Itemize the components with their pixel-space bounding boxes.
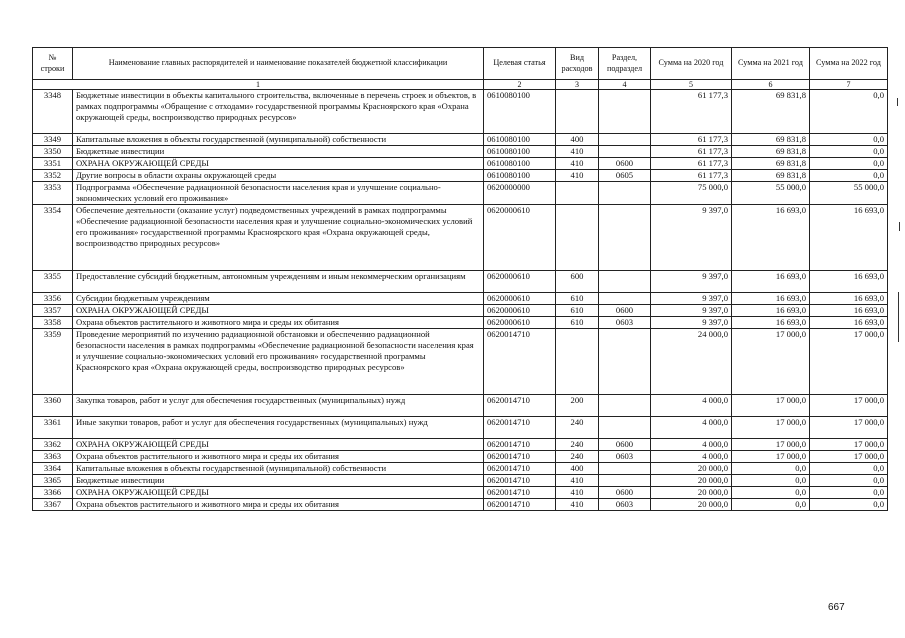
row-name: ОХРАНА ОКРУЖАЮЩЕЙ СРЕДЫ — [73, 158, 484, 170]
row-section: 0600 — [599, 487, 651, 499]
row-sum-2022: 17 000,0 — [810, 417, 888, 439]
row-sum-2022: 17 000,0 — [810, 439, 888, 451]
row-expense-type: 400 — [556, 463, 599, 475]
column-number: 1 — [33, 80, 484, 90]
row-number: 3360 — [33, 395, 73, 417]
table-row — [33, 134, 888, 146]
row-section — [599, 182, 651, 205]
row-number: 3367 — [33, 499, 73, 511]
row-sum-2021: 55 000,0 — [732, 182, 810, 205]
row-target-article: 0620000000 — [484, 182, 556, 205]
row-number: 3366 — [33, 487, 73, 499]
table-row — [33, 329, 888, 395]
row-number: 3348 — [33, 90, 73, 134]
column-number: 7 — [810, 80, 888, 90]
table-row — [33, 90, 888, 134]
row-section: 0600 — [599, 305, 651, 317]
table-row — [33, 146, 888, 158]
row-sum-2022: 0,0 — [810, 475, 888, 487]
header-row — [33, 48, 888, 80]
row-sum-2021: 17 000,0 — [732, 329, 810, 395]
row-number: 3357 — [33, 305, 73, 317]
row-sum-2022: 55 000,0 — [810, 182, 888, 205]
column-number: 3 — [556, 80, 599, 90]
page-number: 667 — [828, 602, 845, 613]
budget-table — [32, 47, 888, 511]
row-name: Бюджетные инвестиции — [73, 475, 484, 487]
row-section — [599, 293, 651, 305]
row-target-article: 0620000610 — [484, 305, 556, 317]
row-sum-2022: 16 693,0 — [810, 271, 888, 293]
row-target-article: 0620014710 — [484, 395, 556, 417]
row-expense-type: 600 — [556, 271, 599, 293]
row-number: 3363 — [33, 451, 73, 463]
row-sum-2020: 9 397,0 — [651, 293, 732, 305]
row-expense-type — [556, 90, 599, 134]
row-target-article: 0620014710 — [484, 487, 556, 499]
table-row — [33, 271, 888, 293]
row-section — [599, 395, 651, 417]
row-expense-type: 410 — [556, 170, 599, 182]
row-expense-type — [556, 182, 599, 205]
table-row — [33, 158, 888, 170]
row-name: ОХРАНА ОКРУЖАЮЩЕЙ СРЕДЫ — [73, 487, 484, 499]
row-sum-2022: 0,0 — [810, 499, 888, 511]
row-section — [599, 417, 651, 439]
row-sum-2021: 69 831,8 — [732, 134, 810, 146]
row-sum-2020: 24 000,0 — [651, 329, 732, 395]
row-name: Капитальные вложения в объекты государственной (муниципальной) собственности — [73, 134, 484, 146]
row-sum-2022: 16 693,0 — [810, 205, 888, 271]
row-sum-2020: 20 000,0 — [651, 475, 732, 487]
row-sum-2020: 61 177,3 — [651, 158, 732, 170]
row-target-article: 0610080100 — [484, 170, 556, 182]
row-name: Охрана объектов растительного и животного мира и среды их обитания — [73, 317, 484, 329]
row-sum-2020: 61 177,3 — [651, 170, 732, 182]
budget-sheet — [32, 47, 887, 511]
row-sum-2021: 17 000,0 — [732, 439, 810, 451]
row-sum-2021: 0,0 — [732, 499, 810, 511]
row-section — [599, 134, 651, 146]
row-name: Другие вопросы в области охраны окружающей среды — [73, 170, 484, 182]
row-section: 0603 — [599, 317, 651, 329]
table-row — [33, 439, 888, 451]
table-row — [33, 499, 888, 511]
column-number: 5 — [651, 80, 732, 90]
row-target-article: 0620000610 — [484, 317, 556, 329]
row-target-article: 0610080100 — [484, 90, 556, 134]
row-number: 3354 — [33, 205, 73, 271]
row-sum-2021: 16 693,0 — [732, 317, 810, 329]
row-expense-type: 240 — [556, 417, 599, 439]
row-sum-2022: 0,0 — [810, 170, 888, 182]
row-number: 3351 — [33, 158, 73, 170]
row-sum-2020: 61 177,3 — [651, 134, 732, 146]
row-section: 0603 — [599, 451, 651, 463]
row-section: 0600 — [599, 439, 651, 451]
row-number: 3358 — [33, 317, 73, 329]
row-sum-2020: 20 000,0 — [651, 487, 732, 499]
row-sum-2022: 0,0 — [810, 90, 888, 134]
header-expense-type: Вид расходов — [556, 48, 599, 80]
margin-mark — [899, 222, 900, 231]
row-sum-2020: 9 397,0 — [651, 205, 732, 271]
row-target-article: 0610080100 — [484, 134, 556, 146]
row-section — [599, 329, 651, 395]
row-target-article: 0610080100 — [484, 158, 556, 170]
row-name: Обеспечение деятельности (оказание услуг) подведомственных учреждений в рамках подпрограммы «Обеспечение радиационной безопасности населения края и улучшение социально-экономических условий его проживания» государственной программы Красноярского края «Охрана окружающей среды, воспроизводство природных ресурсов» — [73, 205, 484, 271]
header-section: Раздел, подраздел — [599, 48, 651, 80]
row-section — [599, 205, 651, 271]
row-number: 3362 — [33, 439, 73, 451]
row-sum-2021: 69 831,8 — [732, 146, 810, 158]
row-expense-type: 410 — [556, 487, 599, 499]
row-number: 3355 — [33, 271, 73, 293]
row-expense-type: 610 — [556, 305, 599, 317]
header-row-number: № строки — [33, 48, 73, 80]
row-target-article: 0620014710 — [484, 499, 556, 511]
row-sum-2020: 20 000,0 — [651, 499, 732, 511]
row-expense-type — [556, 329, 599, 395]
row-expense-type: 610 — [556, 293, 599, 305]
row-target-article: 0620014710 — [484, 417, 556, 439]
row-target-article: 0620000610 — [484, 271, 556, 293]
row-sum-2020: 61 177,3 — [651, 90, 732, 134]
row-sum-2020: 4 000,0 — [651, 395, 732, 417]
row-sum-2021: 17 000,0 — [732, 417, 810, 439]
row-section: 0600 — [599, 158, 651, 170]
row-sum-2022: 0,0 — [810, 146, 888, 158]
row-sum-2022: 17 000,0 — [810, 329, 888, 395]
row-sum-2021: 17 000,0 — [732, 395, 810, 417]
row-sum-2022: 17 000,0 — [810, 451, 888, 463]
row-sum-2021: 16 693,0 — [732, 271, 810, 293]
row-sum-2022: 0,0 — [810, 463, 888, 475]
row-sum-2020: 9 397,0 — [651, 317, 732, 329]
row-number: 3350 — [33, 146, 73, 158]
table-row — [33, 475, 888, 487]
row-number: 3349 — [33, 134, 73, 146]
row-target-article: 0620000610 — [484, 293, 556, 305]
row-name: ОХРАНА ОКРУЖАЮЩЕЙ СРЕДЫ — [73, 305, 484, 317]
header-sum-2021: Сумма на 2021 год — [732, 48, 810, 80]
row-number: 3352 — [33, 170, 73, 182]
row-section — [599, 90, 651, 134]
row-number: 3353 — [33, 182, 73, 205]
row-sum-2021: 16 693,0 — [732, 205, 810, 271]
row-number: 3359 — [33, 329, 73, 395]
row-target-article: 0620014710 — [484, 475, 556, 487]
header-sum-2022: Сумма на 2022 год — [810, 48, 888, 80]
row-name: Капитальные вложения в объекты государственной (муниципальной) собственности — [73, 463, 484, 475]
table-body — [33, 90, 888, 511]
row-sum-2021: 0,0 — [732, 487, 810, 499]
row-sum-2022: 17 000,0 — [810, 395, 888, 417]
row-expense-type: 410 — [556, 499, 599, 511]
row-sum-2021: 17 000,0 — [732, 451, 810, 463]
row-target-article: 0620014710 — [484, 451, 556, 463]
row-sum-2020: 20 000,0 — [651, 463, 732, 475]
column-number: 4 — [599, 80, 651, 90]
row-sum-2021: 69 831,8 — [732, 170, 810, 182]
row-number: 3365 — [33, 475, 73, 487]
row-section — [599, 475, 651, 487]
row-target-article: 0610080100 — [484, 146, 556, 158]
row-expense-type: 400 — [556, 134, 599, 146]
header-sum-2020: Сумма на 2020 год — [651, 48, 732, 80]
row-number: 3356 — [33, 293, 73, 305]
table-row — [33, 417, 888, 439]
row-section — [599, 271, 651, 293]
row-sum-2020: 75 000,0 — [651, 182, 732, 205]
row-section: 0605 — [599, 170, 651, 182]
row-sum-2021: 69 831,8 — [732, 158, 810, 170]
row-sum-2021: 16 693,0 — [732, 293, 810, 305]
row-expense-type: 410 — [556, 158, 599, 170]
row-name: Подпрограмма «Обеспечение радиационной безопасности населения края и улучшение социально-экономических условий его проживания» — [73, 182, 484, 205]
row-target-article: 0620000610 — [484, 205, 556, 271]
row-name: Иные закупки товаров, работ и услуг для обеспечения государственных (муниципальных) нужд — [73, 417, 484, 439]
table-row — [33, 463, 888, 475]
table-row — [33, 395, 888, 417]
table-row — [33, 317, 888, 329]
row-sum-2021: 0,0 — [732, 475, 810, 487]
row-target-article: 0620014710 — [484, 463, 556, 475]
row-name: Предоставление субсидий бюджетным, автономным учреждениям и иным некоммерческим организациям — [73, 271, 484, 293]
column-number: 6 — [732, 80, 810, 90]
column-number: 2 — [484, 80, 556, 90]
row-sum-2020: 9 397,0 — [651, 305, 732, 317]
table-row — [33, 451, 888, 463]
header-target-article: Целевая статья — [484, 48, 556, 80]
row-expense-type: 240 — [556, 451, 599, 463]
row-sum-2020: 4 000,0 — [651, 451, 732, 463]
row-sum-2021: 0,0 — [732, 463, 810, 475]
row-expense-type: 410 — [556, 475, 599, 487]
row-sum-2020: 4 000,0 — [651, 417, 732, 439]
row-number: 3364 — [33, 463, 73, 475]
table-row — [33, 293, 888, 305]
row-name: Бюджетные инвестиции — [73, 146, 484, 158]
row-sum-2022: 0,0 — [810, 487, 888, 499]
row-target-article: 0620014710 — [484, 439, 556, 451]
row-sum-2021: 69 831,8 — [732, 90, 810, 134]
row-name: Охрана объектов растительного и животного мира и среды их обитания — [73, 451, 484, 463]
table-row — [33, 182, 888, 205]
table-row — [33, 487, 888, 499]
row-sum-2020: 9 397,0 — [651, 271, 732, 293]
row-name: Проведение мероприятий по изучению радиационной обстановки и обеспечению радиационной безопасности населения в рамках подпрограммы «Обеспечение радиационной безопасности населения края и улучшение социально-экономических условий его проживания» государственной программы Красноярского края «Охрана окружающей среды, воспроизводство природных ресурсов» — [73, 329, 484, 395]
row-expense-type: 610 — [556, 317, 599, 329]
table-row — [33, 205, 888, 271]
row-sum-2020: 4 000,0 — [651, 439, 732, 451]
column-number-row — [33, 80, 888, 90]
row-expense-type — [556, 205, 599, 271]
row-expense-type: 240 — [556, 439, 599, 451]
row-sum-2021: 16 693,0 — [732, 305, 810, 317]
row-sum-2022: 16 693,0 — [810, 317, 888, 329]
row-section — [599, 146, 651, 158]
row-sum-2020: 61 177,3 — [651, 146, 732, 158]
row-name: Субсидии бюджетным учреждениям — [73, 293, 484, 305]
row-sum-2022: 16 693,0 — [810, 293, 888, 305]
row-sum-2022: 0,0 — [810, 134, 888, 146]
row-sum-2022: 16 693,0 — [810, 305, 888, 317]
row-expense-type: 200 — [556, 395, 599, 417]
row-name: ОХРАНА ОКРУЖАЮЩЕЙ СРЕДЫ — [73, 439, 484, 451]
table-row — [33, 170, 888, 182]
row-number: 3361 — [33, 417, 73, 439]
margin-mark — [897, 98, 898, 106]
header-name: Наименование главных распорядителей и наименование показателей бюджетной классификации — [73, 48, 484, 80]
row-name: Закупка товаров, работ и услуг для обеспечения государственных (муниципальных) нужд — [73, 395, 484, 417]
row-sum-2022: 0,0 — [810, 158, 888, 170]
row-section: 0603 — [599, 499, 651, 511]
row-name: Охрана объектов растительного и животного мира и среды их обитания — [73, 499, 484, 511]
row-name: Бюджетные инвестиции в объекты капитального строительства, включенные в перечень строек и объектов, в рамках подпрограммы «Обращение с отходами» государственной программы Красноярского края «Охрана окружающей среды, воспроизводство природных ресурсов» — [73, 90, 484, 134]
margin-mark — [898, 292, 899, 342]
row-section — [599, 463, 651, 475]
table-row — [33, 305, 888, 317]
row-target-article: 0620014710 — [484, 329, 556, 395]
row-expense-type: 410 — [556, 146, 599, 158]
